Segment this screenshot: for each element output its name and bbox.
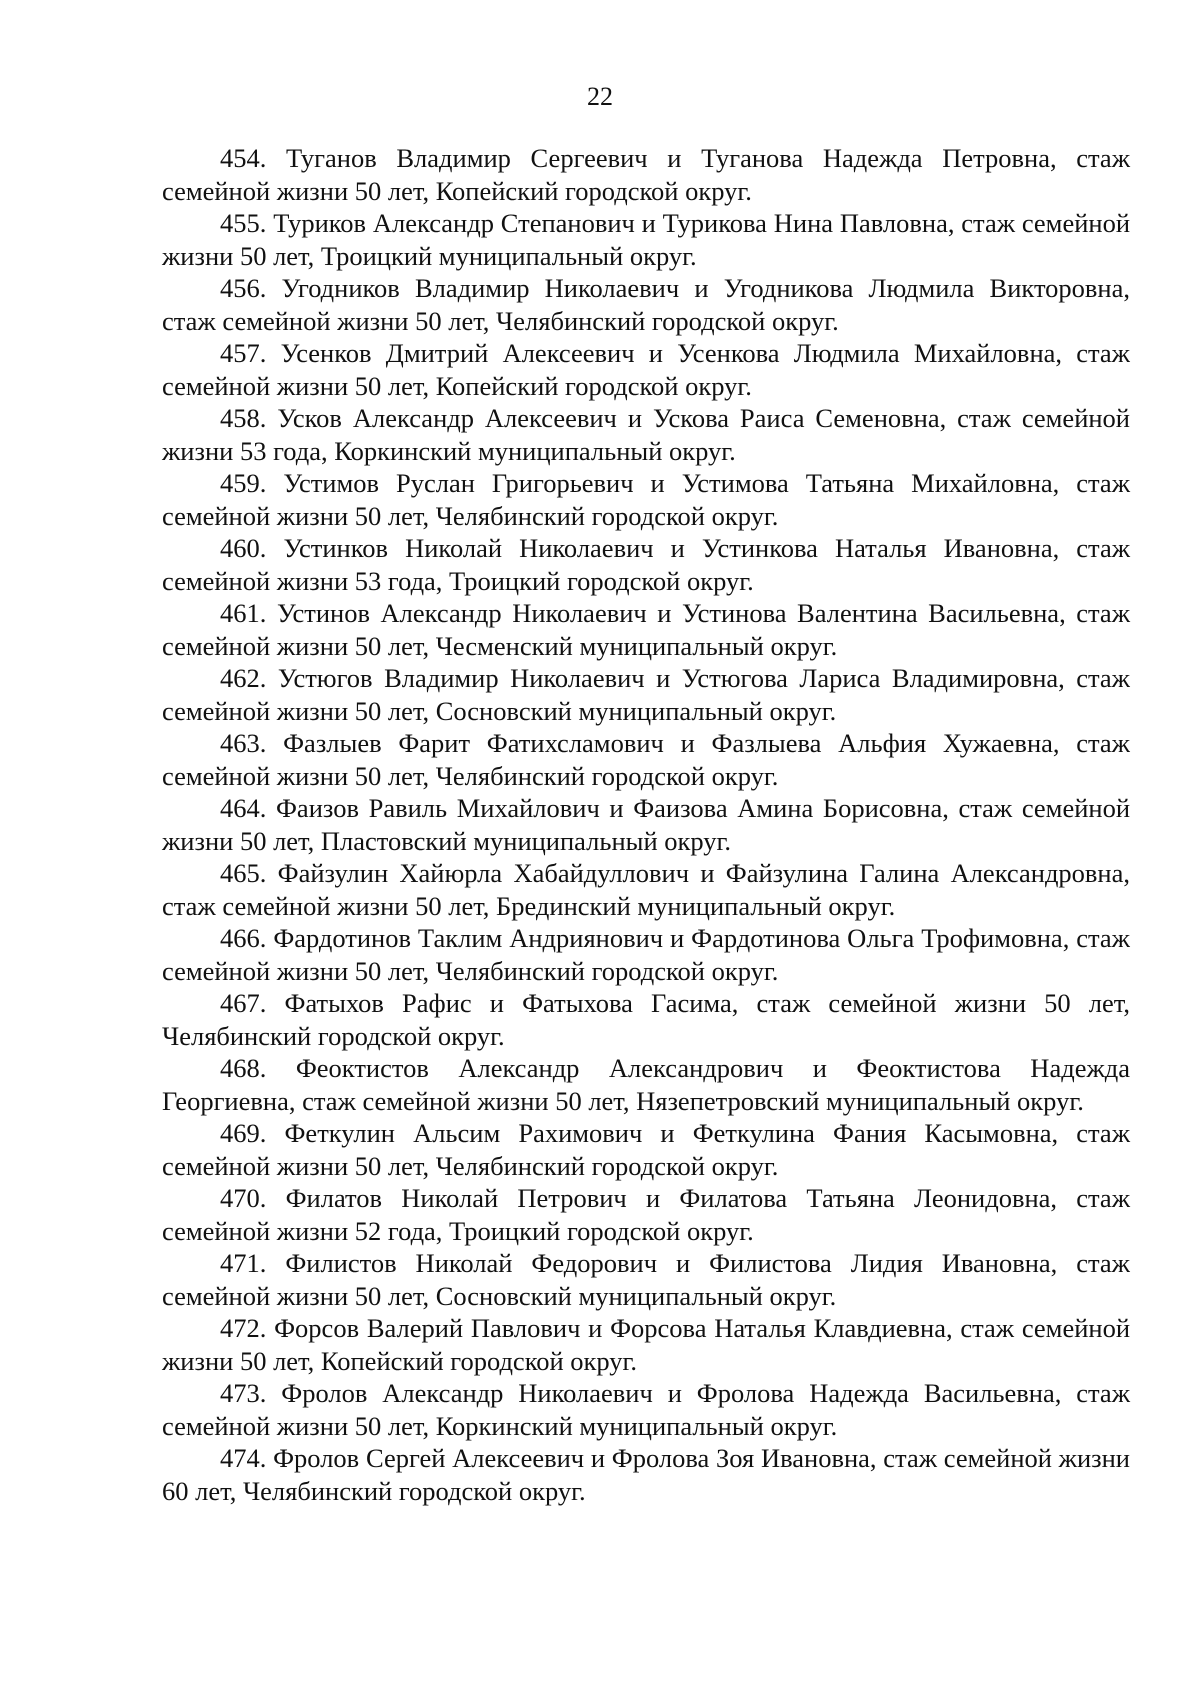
entry-text: Фролов Александр Николаевич и Фролова Надежда Васильевна, стаж семейной жизни 50 лет, Коркинский муниципальный округ. <box>162 1378 1130 1441</box>
entry-number: 456. <box>220 273 267 303</box>
list-item <box>162 272 1130 337</box>
entry-text: Фатыхов Рафис и Фатыхова Гасима, стаж семейной жизни 50 лет, Челябинский городской округ. <box>162 988 1130 1051</box>
entry-text: Туганов Владимир Сергеевич и Туганова Надежда Петровна, стаж семейной жизни 50 лет, Копейский городской округ. <box>162 143 1131 206</box>
entry-text: Филистов Николай Федорович и Филистова Лидия Ивановна, стаж семейной жизни 50 лет, Сосновский муниципальный округ. <box>162 1248 1130 1311</box>
entry-text: Туриков Александр Степанович и Турикова Нина Павловна, стаж семейной жизни 50 лет, Троицкий муниципальный округ. <box>162 208 1131 271</box>
page-number: 22 <box>587 82 613 111</box>
entry-number: 470. <box>220 1183 267 1213</box>
entry-text: Устинков Николай Николаевич и Устинкова Наталья Ивановна, стаж семейной жизни 53 года, Троицкий городской округ. <box>162 533 1131 596</box>
list-item <box>162 792 1130 857</box>
entry-text: Фаизов Равиль Михайлович и Фаизова Амина Борисовна, стаж семейной жизни 50 лет, Пластовский муниципальный округ. <box>162 793 1130 856</box>
list-item <box>162 467 1130 532</box>
list-item <box>162 1377 1130 1442</box>
entry-number: 473. <box>220 1378 267 1408</box>
entry-text: Форсов Валерий Павлович и Форсова Наталья Клавдиевна, стаж семейной жизни 50 лет, Копейский городской округ. <box>162 1313 1130 1376</box>
entry-text: Феткулин Альсим Рахимович и Феткулина Фания Касымовна, стаж семейной жизни 50 лет, Челябинский городской округ. <box>162 1118 1131 1181</box>
list-item <box>162 987 1130 1052</box>
list-item <box>162 1312 1130 1377</box>
list-item <box>162 142 1130 207</box>
entry-number: 464. <box>220 793 267 823</box>
entry-number: 465. <box>220 858 267 888</box>
list-item <box>162 337 1130 402</box>
entry-number: 469. <box>220 1118 267 1148</box>
entry-text: Феоктистов Александр Александрович и Феоктистова Надежда Георгиевна, стаж семейной жизни 50 лет, Нязепетровский муниципальный округ. <box>162 1053 1131 1116</box>
entry-text: Усков Александр Алексеевич и Ускова Раиса Семеновна, стаж семейной жизни 53 года, Коркинский муниципальный округ. <box>162 403 1130 466</box>
entry-text: Устюгов Владимир Николаевич и Устюгова Лариса Владимировна, стаж семейной жизни 50 лет, Сосновский муниципальный округ. <box>162 663 1130 726</box>
entry-number: 459. <box>220 468 267 498</box>
list-item <box>162 922 1130 987</box>
entry-text: Устимов Руслан Григорьевич и Устимова Татьяна Михайловна, стаж семейной жизни 50 лет, Челябинский городской округ. <box>162 468 1131 531</box>
entry-text: Фардотинов Таклим Андриянович и Фардотинова Ольга Трофимовна, стаж семейной жизни 50 лет, Челябинский городской округ. <box>162 923 1130 986</box>
list-item <box>162 207 1130 272</box>
entry-number: 461. <box>220 598 267 628</box>
list-item <box>162 402 1130 467</box>
entry-number: 455. <box>220 208 267 238</box>
entry-number: 467. <box>220 988 267 1018</box>
list-item <box>162 727 1130 792</box>
entry-number: 454. <box>220 143 267 173</box>
entry-list <box>162 142 1130 1507</box>
entry-text: Устинов Александр Николаевич и Устинова Валентина Васильевна, стаж семейной жизни 50 лет, Чесменский муниципальный округ. <box>162 598 1130 661</box>
entry-text: Филатов Николай Петрович и Филатова Татьяна Леонидовна, стаж семейной жизни 52 года, Троицкий городской округ. <box>162 1183 1131 1246</box>
entry-text: Угодников Владимир Николаевич и Угодникова Людмила Викторовна, стаж семейной жизни 50 лет, Челябинский городской округ. <box>162 273 1131 336</box>
entry-number: 457. <box>220 338 267 368</box>
list-item <box>162 532 1130 597</box>
entry-number: 468. <box>220 1053 267 1083</box>
list-item <box>162 1052 1130 1117</box>
list-item <box>162 857 1130 922</box>
list-item <box>162 1117 1130 1182</box>
entry-number: 471. <box>220 1248 267 1278</box>
list-item <box>162 597 1130 662</box>
entry-text: Файзулин Хайюрла Хабайдуллович и Файзулина Галина Александровна, стаж семейной жизни 50 лет, Брединский муниципальный округ. <box>162 858 1131 921</box>
list-item <box>162 1247 1130 1312</box>
entry-number: 458. <box>220 403 267 433</box>
entry-text: Фазлыев Фарит Фатихсламович и Фазлыева Альфия Хужаевна, стаж семейной жизни 50 лет, Челябинский городской округ. <box>162 728 1130 791</box>
entry-text: Усенков Дмитрий Алексеевич и Усенкова Людмила Михайловна, стаж семейной жизни 50 лет, Копейский городской округ. <box>162 338 1130 401</box>
list-item <box>162 1182 1130 1247</box>
entry-number: 460. <box>220 533 267 563</box>
list-item <box>162 662 1130 727</box>
entry-number: 463. <box>220 728 267 758</box>
entry-number: 466. <box>220 923 267 953</box>
entry-number: 472. <box>220 1313 267 1343</box>
entry-number: 474. <box>220 1443 267 1473</box>
entry-number: 462. <box>220 663 267 693</box>
entry-text: Фролов Сергей Алексеевич и Фролова Зоя Ивановна, стаж семейной жизни 60 лет, Челябинский городской округ. <box>162 1443 1130 1506</box>
list-item <box>162 1442 1130 1507</box>
